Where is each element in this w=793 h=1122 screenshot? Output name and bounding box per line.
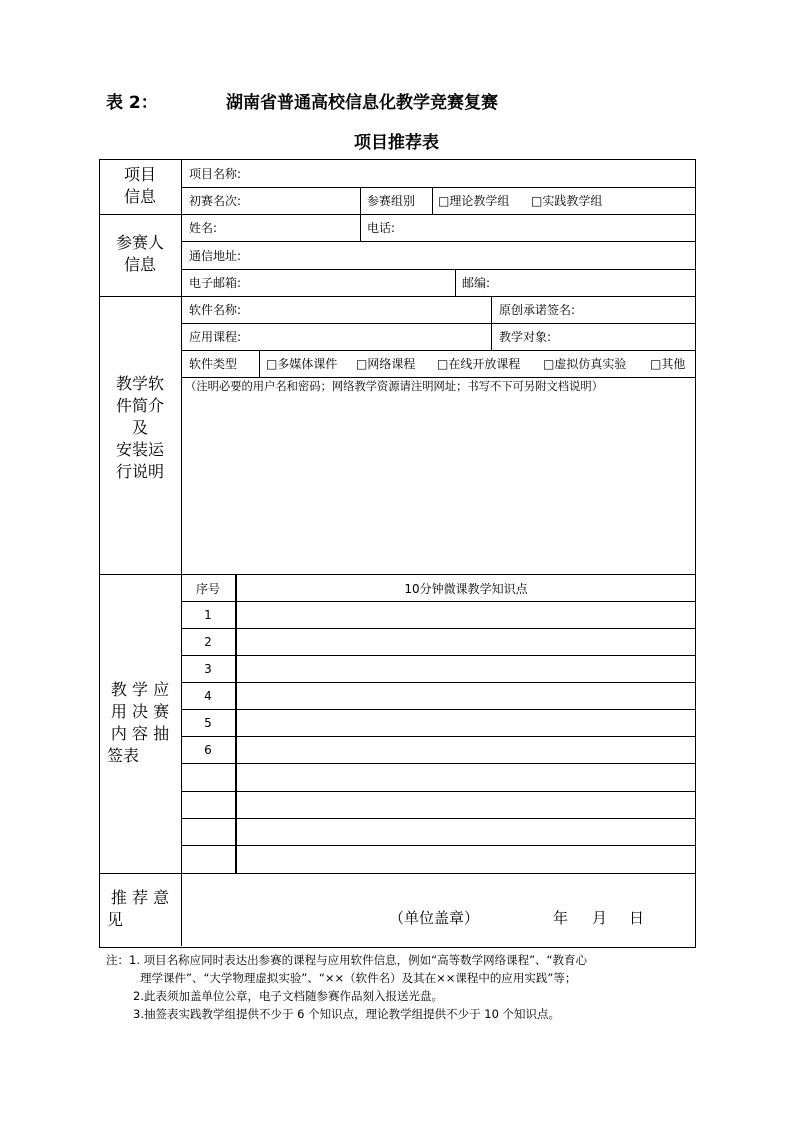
field-group-label: 参赛组别 bbox=[367, 194, 416, 208]
field-target[interactable]: 教学对象: bbox=[499, 330, 552, 344]
checkbox-group-practice[interactable]: □实践教学组 bbox=[531, 194, 603, 208]
section-recommend: 推 荐 意 见 bbox=[107, 888, 170, 929]
section-lottery: 教 学 应 用 决 赛 内 容 抽 签表 bbox=[107, 680, 170, 765]
checkbox-type-online[interactable]: □在线开放课程 bbox=[437, 357, 521, 371]
lottery-row-index: 2 bbox=[204, 635, 212, 649]
software-note: （注明必要的用户名和密码；网络教学资源请注明网址；书写不下可另附文档说明） bbox=[185, 380, 603, 393]
field-phone[interactable]: 电话: bbox=[367, 221, 396, 235]
field-postcode[interactable]: 邮编: bbox=[462, 276, 491, 290]
field-course[interactable]: 应用课程: bbox=[189, 330, 242, 344]
field-software-name[interactable]: 软件名称: bbox=[189, 303, 242, 317]
month-label: 月 bbox=[592, 909, 608, 927]
field-software-type: 软件类型 bbox=[189, 357, 238, 371]
checkbox-type-multimedia[interactable]: □多媒体课件 bbox=[266, 357, 338, 371]
lottery-row-index: 3 bbox=[204, 662, 212, 676]
stamp-label: （单位盖章） bbox=[389, 909, 480, 927]
table-label: 表 2： bbox=[106, 93, 158, 113]
field-project-name[interactable]: 项目名称: bbox=[189, 167, 242, 181]
field-original-sign[interactable]: 原创承诺签名: bbox=[499, 303, 576, 317]
section-participant-info: 参赛人 信息 bbox=[115, 233, 164, 274]
section-software-intro: 教学软 件简介 及 安装运 行说明 bbox=[115, 374, 164, 481]
note-line: 注：1. 项目名称应同时表达出参赛的课程与应用软件信息，例如“高等数学网络课程”、“教育心 bbox=[106, 953, 587, 967]
checkbox-type-network[interactable]: □网络课程 bbox=[356, 357, 416, 371]
document-title: 湖南省普通高校信息化教学竞赛复赛 bbox=[226, 93, 498, 113]
recommendation-form bbox=[99, 159, 696, 948]
year-label: 年 bbox=[553, 909, 569, 927]
note-line: 2.此表须加盖单位公章，电子文档随参赛作品刻入报送光盘。 bbox=[133, 989, 443, 1003]
checkbox-type-virtual[interactable]: □虚拟仿真实验 bbox=[543, 357, 627, 371]
checkbox-group-theory[interactable]: □理论教学组 bbox=[438, 194, 510, 208]
lottery-row-index: 5 bbox=[204, 716, 212, 730]
checkbox-type-other[interactable]: □其他 bbox=[650, 357, 686, 371]
note-line: 理学课件”、“大学物理虚拟实验”、“××（软件名）及其在××课程中的应用实践”等； bbox=[140, 971, 577, 985]
document-subtitle: 项目推荐表 bbox=[354, 133, 439, 153]
lottery-row-index: 6 bbox=[204, 743, 212, 757]
footnotes bbox=[106, 951, 710, 1023]
note-line: 3.抽签表实践教学组提供不少于 6 个知识点，理论教学组提供不少于 10 个知识点。 bbox=[133, 1007, 561, 1021]
lottery-col-index: 序号 bbox=[195, 582, 220, 596]
lottery-row-index: 4 bbox=[204, 689, 212, 703]
field-prelim-rank[interactable]: 初赛名次: bbox=[189, 194, 242, 208]
lottery-row-index: 1 bbox=[204, 608, 212, 622]
section-project-info: 项目 信息 bbox=[123, 165, 156, 206]
day-label: 日 bbox=[629, 909, 645, 927]
lottery-col-topic: 10分钟微课教学知识点 bbox=[404, 582, 528, 596]
field-address[interactable]: 通信地址: bbox=[189, 249, 242, 263]
field-email[interactable]: 电子邮箱: bbox=[189, 276, 242, 290]
field-name[interactable]: 姓名: bbox=[189, 221, 218, 235]
